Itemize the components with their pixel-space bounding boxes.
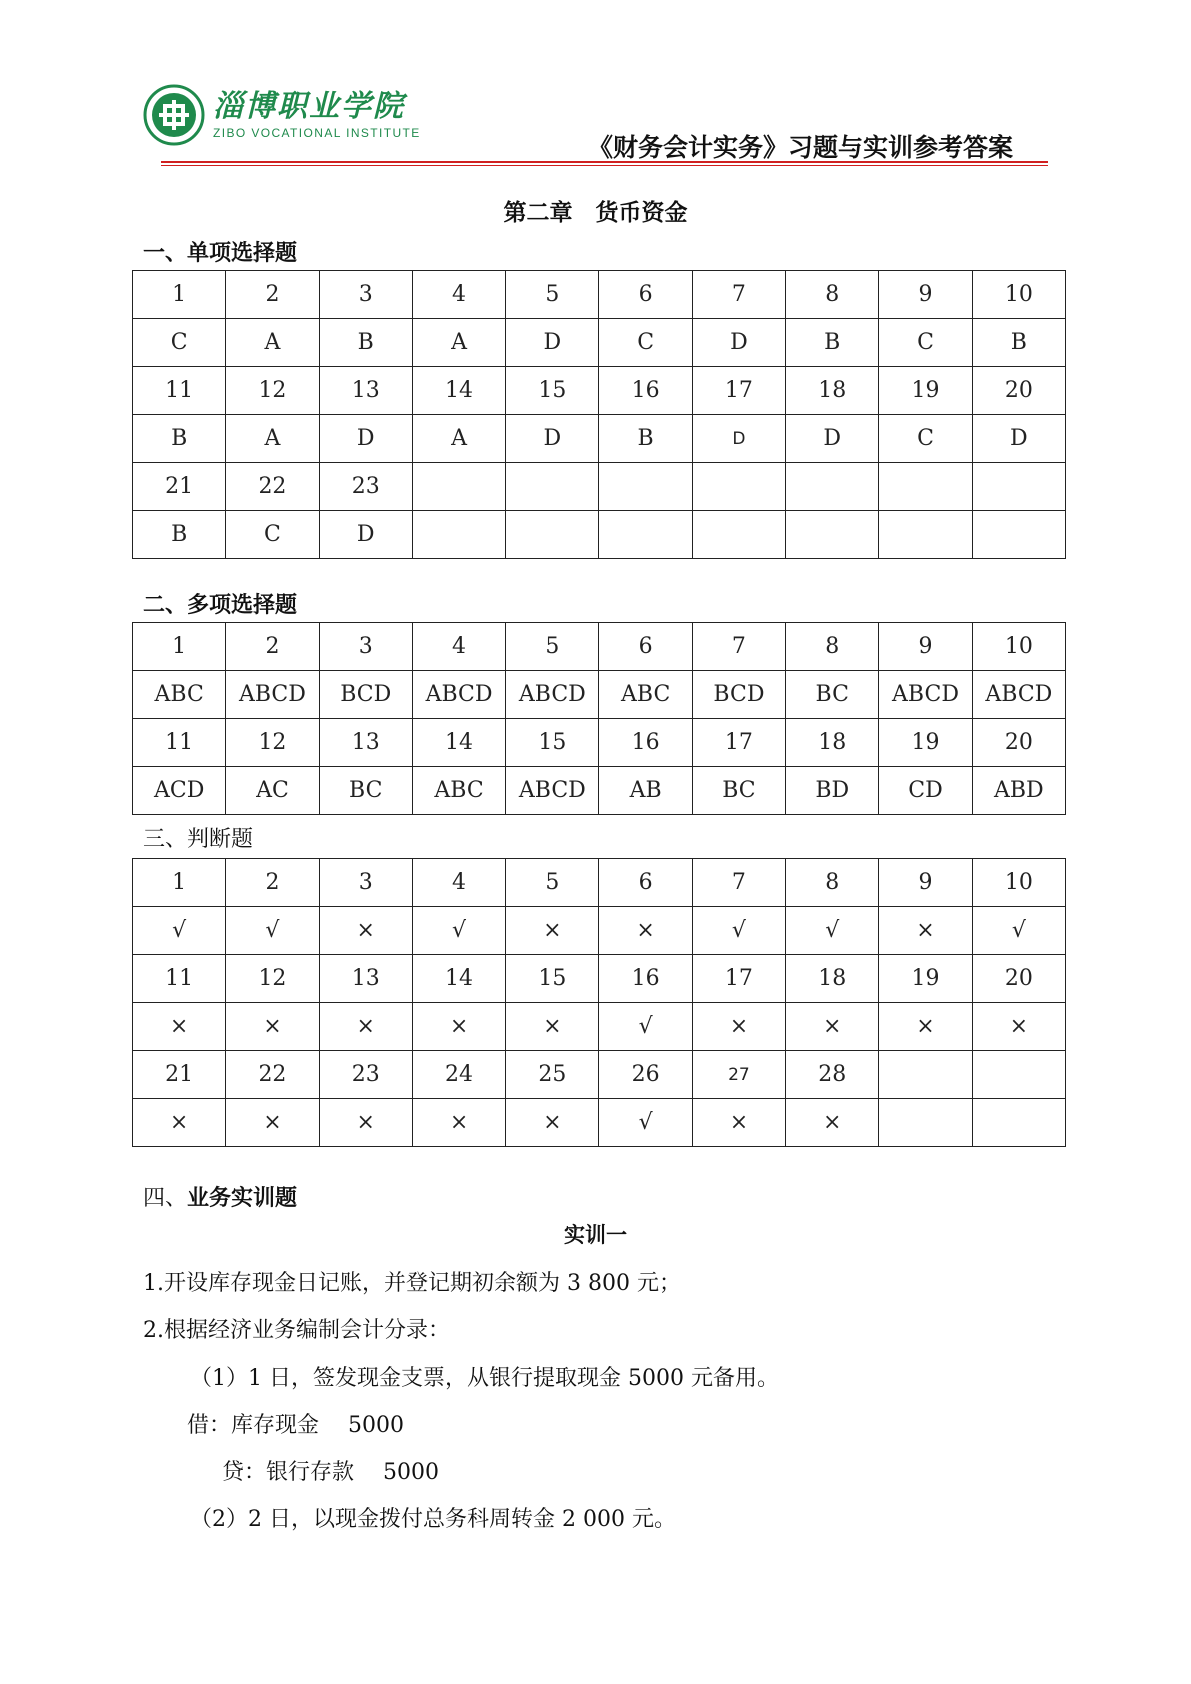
table-cell: 6 (599, 623, 692, 671)
table-cell: BC (319, 767, 412, 815)
table-cell (412, 463, 505, 511)
section-title-single-choice: 一、单项选择题 (143, 241, 298, 266)
table-cell: 21 (133, 1051, 226, 1099)
table-cell: BC (786, 671, 879, 719)
table-cell: 2 (226, 859, 319, 907)
table-cell (972, 1051, 1065, 1099)
header-rule (161, 161, 1048, 163)
school-emblem-icon (143, 84, 205, 146)
table-cell: ABCD (879, 671, 972, 719)
table-cell: 3 (319, 859, 412, 907)
table-cell: 15 (506, 719, 599, 767)
table-cell (786, 463, 879, 511)
table-cell (879, 1099, 972, 1147)
training-line: 2.根据经济业务编制会计分录： (143, 1318, 450, 1343)
table-row (133, 719, 1066, 767)
table-row (133, 767, 1066, 815)
table-cell: × (226, 1003, 319, 1051)
table-cell: 12 (226, 367, 319, 415)
table-cell: 15 (506, 367, 599, 415)
table-cell: C (599, 319, 692, 367)
table-cell: √ (226, 907, 319, 955)
table-cell: 7 (692, 859, 785, 907)
table-cell: 15 (506, 955, 599, 1003)
header-rule-thin (161, 165, 1048, 166)
table-cell: 10 (972, 623, 1065, 671)
table-cell: 4 (412, 859, 505, 907)
chapter-title: 第二章 货币资金 (503, 200, 688, 226)
table-cell: 19 (879, 367, 972, 415)
table-cell: 7 (692, 623, 785, 671)
table-cell: A (412, 319, 505, 367)
document-title: 《财务会计实务》习题与实训参考答案 (587, 133, 1013, 162)
table-row (133, 907, 1066, 955)
table-cell: 8 (786, 859, 879, 907)
table-cell: BC (692, 767, 785, 815)
table-cell (412, 511, 505, 559)
table-cell: 1 (133, 623, 226, 671)
table-cell (972, 511, 1065, 559)
section-title-true-false: 三、判断题 (143, 827, 254, 852)
table-cell: 14 (412, 367, 505, 415)
table-cell: B (133, 511, 226, 559)
table-cell: × (226, 1099, 319, 1147)
table-cell: ABCD (506, 767, 599, 815)
table-cell: 10 (972, 271, 1065, 319)
logo-english-name: ZIBO VOCATIONAL INSTITUTE (213, 126, 421, 140)
section-number: 四、 (143, 1186, 188, 1211)
single-choice-answer-table (132, 270, 1066, 559)
table-cell: 27 (692, 1051, 785, 1099)
table-cell (692, 463, 785, 511)
table-cell: 14 (412, 719, 505, 767)
table-cell: √ (412, 907, 505, 955)
table-cell: B (972, 319, 1065, 367)
table-cell: √ (972, 907, 1065, 955)
training-line: （1）1 日，签发现金支票，从银行提取现金 5000 元备用。 (190, 1366, 779, 1391)
table-cell: × (133, 1099, 226, 1147)
table-cell: AB (599, 767, 692, 815)
table-cell: √ (692, 907, 785, 955)
table-cell (879, 463, 972, 511)
table-cell: × (319, 1099, 412, 1147)
table-cell: 5 (506, 623, 599, 671)
table-cell: × (319, 1003, 412, 1051)
table-cell: ABCD (972, 671, 1065, 719)
table-cell: 23 (319, 463, 412, 511)
table-cell (506, 511, 599, 559)
table-cell: AC (226, 767, 319, 815)
table-cell: ABC (133, 671, 226, 719)
table-cell: ABCD (226, 671, 319, 719)
table-cell: × (879, 1003, 972, 1051)
table-cell (506, 463, 599, 511)
table-cell: 13 (319, 719, 412, 767)
table-cell: × (506, 907, 599, 955)
table-row (133, 671, 1066, 719)
table-cell: 18 (786, 955, 879, 1003)
table-cell: ABD (972, 767, 1065, 815)
table-cell (599, 463, 692, 511)
table-row (133, 1099, 1066, 1147)
school-logo (143, 84, 421, 146)
table-row (133, 463, 1066, 511)
table-cell (972, 463, 1065, 511)
table-cell: ABC (412, 767, 505, 815)
table-cell: B (599, 415, 692, 463)
table-cell: ABCD (506, 671, 599, 719)
table-cell: 1 (133, 859, 226, 907)
table-cell (972, 1099, 1065, 1147)
table-cell: √ (786, 907, 879, 955)
table-cell: × (506, 1099, 599, 1147)
table-cell: 11 (133, 719, 226, 767)
table-cell: 5 (506, 859, 599, 907)
table-cell: × (506, 1003, 599, 1051)
table-cell: 17 (692, 367, 785, 415)
table-cell: × (133, 1003, 226, 1051)
table-row (133, 859, 1066, 907)
table-cell: 20 (972, 955, 1065, 1003)
training-line: 1.开设库存现金日记账，并登记期初余额为 3 800 元； (143, 1271, 681, 1296)
table-row (133, 271, 1066, 319)
table-cell: 17 (692, 955, 785, 1003)
multiple-choice-answer-table (132, 622, 1066, 815)
table-cell (692, 511, 785, 559)
table-cell: ACD (133, 767, 226, 815)
table-cell: A (412, 415, 505, 463)
table-row (133, 319, 1066, 367)
table-row (133, 623, 1066, 671)
table-cell (786, 511, 879, 559)
table-cell: BD (786, 767, 879, 815)
table-cell: 19 (879, 719, 972, 767)
logo-chinese-name: 淄博职业学院 (213, 89, 405, 124)
table-cell: × (972, 1003, 1065, 1051)
table-row (133, 1003, 1066, 1051)
table-cell: × (786, 1099, 879, 1147)
table-cell: √ (599, 1099, 692, 1147)
table-cell: 13 (319, 955, 412, 1003)
table-cell: 12 (226, 955, 319, 1003)
table-row (133, 367, 1066, 415)
table-cell: 13 (319, 367, 412, 415)
table-cell: D (786, 415, 879, 463)
table-cell: 6 (599, 859, 692, 907)
table-cell: 8 (786, 271, 879, 319)
table-cell: 28 (786, 1051, 879, 1099)
training-subtitle: 实训一 (564, 1223, 627, 1247)
table-cell: D (692, 319, 785, 367)
table-cell: 25 (506, 1051, 599, 1099)
table-cell: D (506, 415, 599, 463)
true-false-answer-table (132, 858, 1066, 1147)
table-cell: × (786, 1003, 879, 1051)
table-cell: × (692, 1003, 785, 1051)
table-cell: 16 (599, 367, 692, 415)
table-cell: × (879, 907, 972, 955)
table-cell: 9 (879, 859, 972, 907)
table-cell: B (786, 319, 879, 367)
table-row (133, 415, 1066, 463)
table-cell: A (226, 319, 319, 367)
table-cell: 6 (599, 271, 692, 319)
training-line: （2）2 日，以现金拨付总务科周转金 2 000 元。 (190, 1507, 676, 1532)
table-cell: 26 (599, 1051, 692, 1099)
journal-entry-debit: 借：库存现金 5000 (187, 1413, 404, 1438)
table-cell: D (319, 511, 412, 559)
table-cell: 19 (879, 955, 972, 1003)
table-cell: CD (879, 767, 972, 815)
table-cell: 1 (133, 271, 226, 319)
table-cell: 9 (879, 271, 972, 319)
table-cell: 18 (786, 719, 879, 767)
table-row (133, 511, 1066, 559)
table-cell: C (133, 319, 226, 367)
table-cell: 23 (319, 1051, 412, 1099)
section-title-multiple-choice: 二、多项选择题 (143, 593, 298, 618)
table-cell (599, 511, 692, 559)
journal-entry-credit: 贷：银行存款 5000 (222, 1460, 439, 1485)
table-cell: 5 (506, 271, 599, 319)
table-cell: 24 (412, 1051, 505, 1099)
table-cell: C (879, 415, 972, 463)
table-cell: 4 (412, 271, 505, 319)
table-cell: 22 (226, 1051, 319, 1099)
table-cell: B (319, 319, 412, 367)
table-cell: B (133, 415, 226, 463)
table-cell: D (506, 319, 599, 367)
section-title-practical-training (143, 1181, 297, 1212)
table-cell: 2 (226, 271, 319, 319)
table-cell: 12 (226, 719, 319, 767)
table-cell: 7 (692, 271, 785, 319)
page-header (143, 84, 1048, 164)
table-cell: C (879, 319, 972, 367)
table-cell: ABC (599, 671, 692, 719)
table-cell: 10 (972, 859, 1065, 907)
table-cell: 17 (692, 719, 785, 767)
table-cell: × (412, 1003, 505, 1051)
table-cell: 21 (133, 463, 226, 511)
table-cell: × (692, 1099, 785, 1147)
table-cell: 4 (412, 623, 505, 671)
table-cell: 9 (879, 623, 972, 671)
table-cell: 3 (319, 623, 412, 671)
table-cell: 3 (319, 271, 412, 319)
table-row (133, 1051, 1066, 1099)
table-cell: D (692, 415, 785, 463)
table-cell: D (972, 415, 1065, 463)
table-cell: ABCD (412, 671, 505, 719)
table-cell: 8 (786, 623, 879, 671)
table-cell: 20 (972, 367, 1065, 415)
table-cell: 2 (226, 623, 319, 671)
table-cell: A (226, 415, 319, 463)
table-cell: × (412, 1099, 505, 1147)
table-cell: 16 (599, 719, 692, 767)
table-cell: 22 (226, 463, 319, 511)
table-cell: BCD (319, 671, 412, 719)
table-cell (879, 1051, 972, 1099)
table-cell: × (599, 907, 692, 955)
table-cell: D (319, 415, 412, 463)
section-name: 业务实训题 (187, 1186, 298, 1211)
table-cell: BCD (692, 671, 785, 719)
table-cell: 11 (133, 367, 226, 415)
table-cell: 16 (599, 955, 692, 1003)
table-cell: 11 (133, 955, 226, 1003)
table-cell: 14 (412, 955, 505, 1003)
table-cell (879, 511, 972, 559)
table-cell: √ (133, 907, 226, 955)
table-cell: √ (599, 1003, 692, 1051)
table-row (133, 955, 1066, 1003)
table-cell: × (319, 907, 412, 955)
table-cell: 20 (972, 719, 1065, 767)
table-cell: 18 (786, 367, 879, 415)
table-cell: C (226, 511, 319, 559)
